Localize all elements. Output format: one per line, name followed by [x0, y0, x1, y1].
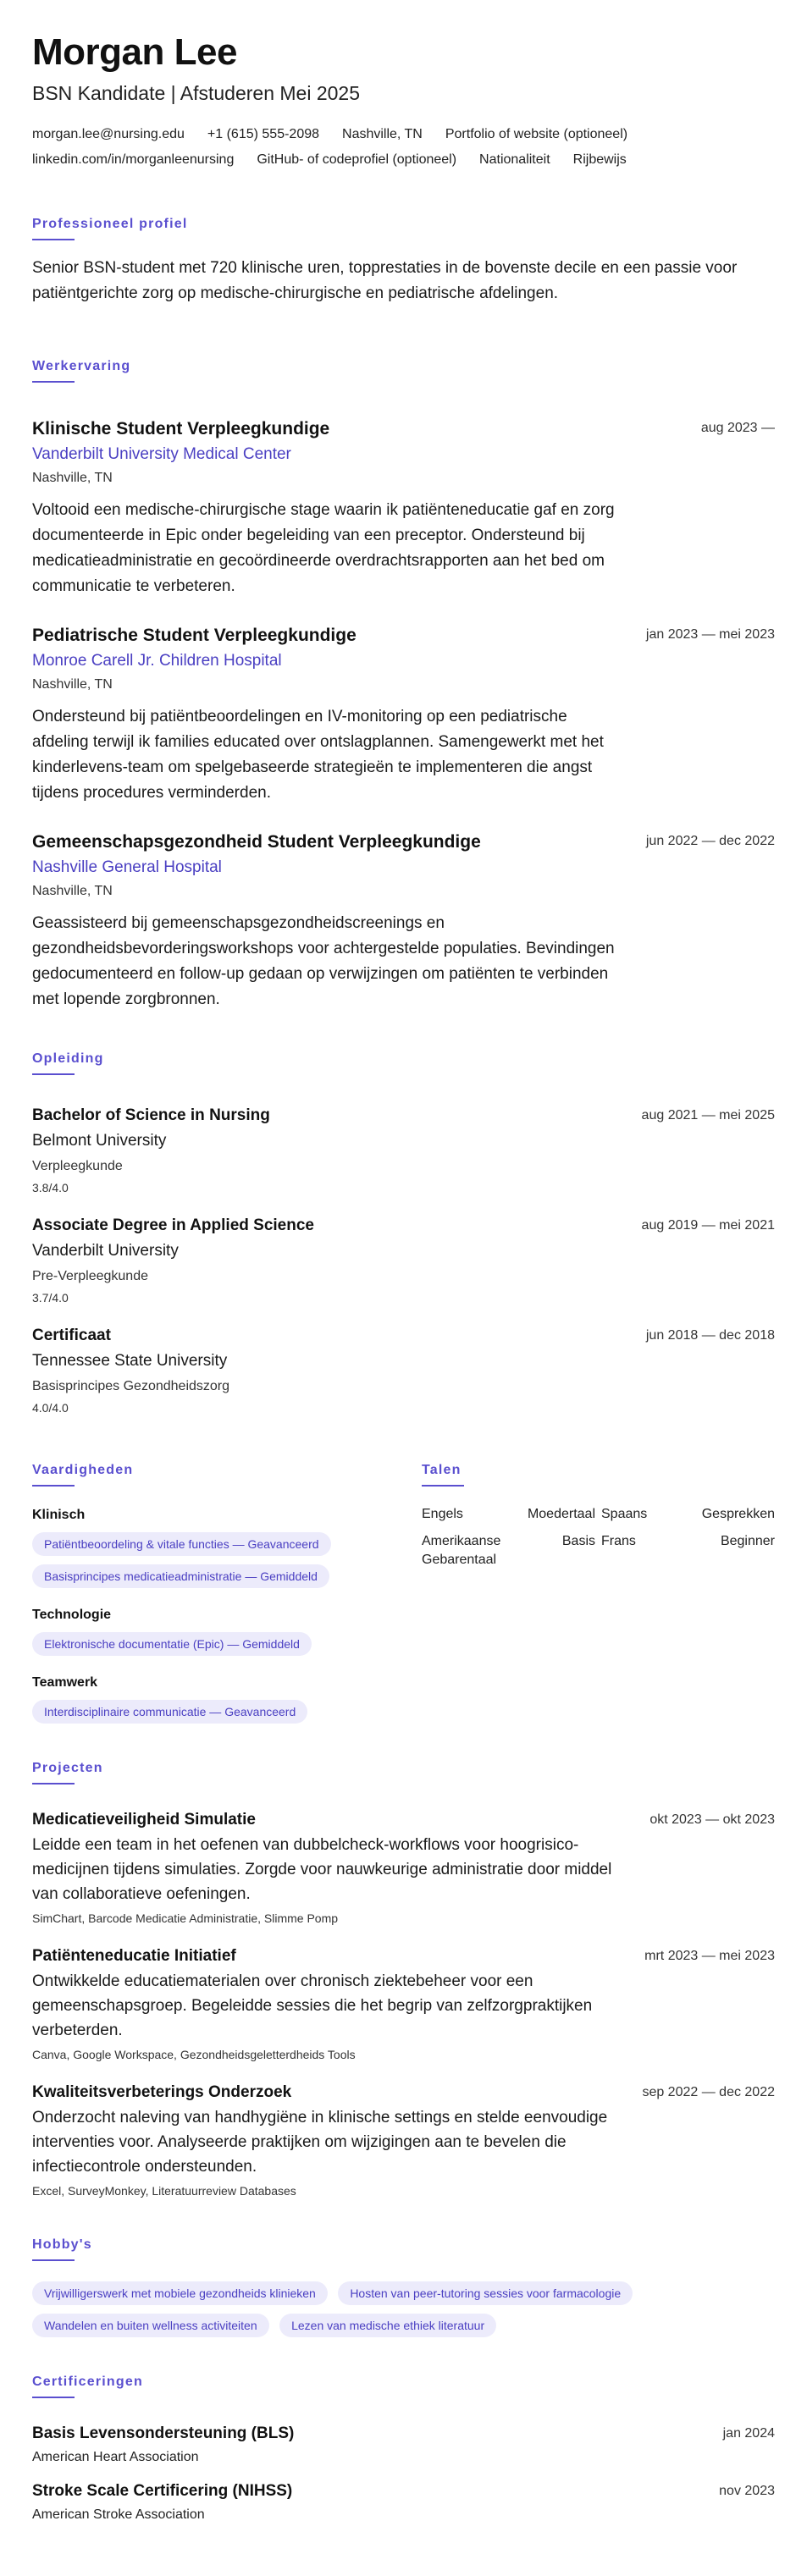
- job-company: Nashville General Hospital: [32, 858, 222, 876]
- skill-chip: Patiëntbeoordeling & vitale functies — Geavanceerd: [32, 1532, 331, 1556]
- hobby-chip-row: [32, 2314, 775, 2337]
- project-description: Onderzocht naleving van handhygiëne in klinische settings en stelde eenvoudige interventies voor. Analyseerde praktijken om wijzigingen aan te bevelen die infectiecontrole ondersteunden.: [32, 2109, 608, 2176]
- candidate-name: Morgan Lee: [32, 31, 237, 73]
- language-level: Basis: [561, 1534, 595, 1548]
- certification-date: nov 2023: [719, 2484, 775, 2498]
- candidate-subtitle: BSN Kandidate | Afstuderen Mei 2025: [32, 82, 361, 104]
- education-date: aug 2019 — mei 2021: [641, 1218, 775, 1233]
- project-tools: SimChart, Barcode Medicatie Administratie, Slimme Pomp: [32, 1911, 339, 1925]
- section-title-languages: Talen: [422, 1463, 462, 1477]
- skill-chip-row: [32, 1700, 422, 1724]
- job-title: Klinische Student Verpleegkundige: [32, 419, 330, 439]
- project-tools: Canva, Google Workspace, Gezondheidsgeletterdheids Tools: [32, 2048, 356, 2061]
- project-entry: [32, 1808, 775, 1928]
- project-title: Medicatieveiligheid Simulatie: [32, 1811, 256, 1829]
- language-row: [422, 1505, 775, 1524]
- education-gpa: 3.8/4.0: [32, 1181, 69, 1194]
- section-title-projects: Projecten: [32, 1761, 103, 1775]
- profile-section: [32, 217, 775, 306]
- job-description: Geassisteerd bij gemeenschapsgezondheidscreenings en gezondheidsbevorderingsworkshops voor achtergestelde populaties. Bevindingen gedocumenteerd en follow-up gedaan op verwijzingen om patiënten te verbinden met lopende zorgbronnen.: [32, 914, 615, 1008]
- project-date: okt 2023 — okt 2023: [649, 1812, 775, 1827]
- section-divider: [32, 1485, 75, 1487]
- job-date: aug 2023 —: [700, 421, 775, 435]
- education-field: Pre-Verpleegkunde: [32, 1269, 148, 1283]
- projects-section: [32, 1761, 775, 2200]
- section-title-hobbies: Hobby's: [32, 2237, 92, 2252]
- project-description: Leidde een team in het oefenen van dubbelcheck-workflows voor hoogrisico-medicijnen tijdens simulaties. Zorgde voor nauwkeurige administratie door middel van collaboratieve oefeningen.: [32, 1836, 612, 1903]
- language-name: Engels: [422, 1507, 463, 1521]
- job-description: Voltooid een medische-chirurgische stage waarin ik patiënteneducatie gaf en zorg documenteerde in Epic onder begeleiding van een preceptor. Ondersteund bij medicatieadministratie en gecoördineerde overdrachtsrapporten aan het bed om communicatie te verbeteren.: [32, 501, 615, 595]
- education-school: Tennessee State University: [32, 1352, 228, 1370]
- language-level: Beginner: [720, 1534, 775, 1548]
- job-entry: [32, 623, 775, 806]
- section-divider: [422, 1485, 464, 1487]
- education-degree: Certificaat: [32, 1327, 111, 1344]
- education-field: Basisprincipes Gezondheidszorg: [32, 1379, 230, 1393]
- hobby-chip: Wandelen en buiten wellness activiteiten: [32, 2314, 269, 2337]
- education-entry: [32, 1214, 775, 1307]
- education-degree: Associate Degree in Applied Science: [32, 1216, 314, 1234]
- job-description: Ondersteund bij patiëntbeoordelingen en IV-monitoring op een pediatrische afdeling terwijl ik families educated over ontslagplannen. Samengewerkt met het kinderlevens-team om spelgebaseerde strategieën te implementeren die angst tijdens procedures verminderden.: [32, 708, 604, 802]
- profile-text: Senior BSN-student met 720 klinische uren, topprestaties in de bovenste decile en een passie voor patiëntgerichte zorg op medische-chirurgische en pediatrische afdelingen.: [32, 259, 738, 302]
- section-divider: [32, 1073, 75, 1075]
- resume-header: [32, 30, 775, 173]
- language-item: [422, 1505, 595, 1524]
- section-divider: [32, 2259, 75, 2261]
- skill-group-title: Teamwerk: [32, 1675, 98, 1690]
- education-degree: Bachelor of Science in Nursing: [32, 1106, 270, 1124]
- hobby-chip: Hosten van peer-tutoring sessies voor farmacologie: [338, 2281, 633, 2305]
- certifications-section: [32, 2375, 775, 2525]
- hobbies-section: [32, 2237, 775, 2337]
- skill-chip: Basisprincipes medicatieadministratie — Gemiddeld: [32, 1564, 329, 1588]
- contact-drivers-license: Rijbewijs: [572, 152, 627, 167]
- hobby-chip: Vrijwilligerswerk met mobiele gezondheids klinieken: [32, 2281, 328, 2305]
- section-title-experience: Werkervaring: [32, 359, 131, 373]
- education-date: jun 2018 — dec 2018: [645, 1328, 775, 1343]
- contact-nationality: Nationaliteit: [479, 152, 550, 167]
- section-title-profile: Professioneel profiel: [32, 217, 188, 231]
- skill-group-title: Technologie: [32, 1608, 112, 1622]
- skill-group-title: Klinisch: [32, 1508, 86, 1522]
- section-title-education: Opleiding: [32, 1051, 104, 1066]
- job-company: Vanderbilt University Medical Center: [32, 445, 291, 463]
- skill-group: [32, 1505, 422, 1588]
- job-entry: [32, 416, 775, 599]
- contact-phone[interactable]: +1 (615) 555-2098: [207, 127, 320, 141]
- project-date: sep 2022 — dec 2022: [642, 2085, 775, 2099]
- education-field: Verpleegkunde: [32, 1159, 123, 1173]
- education-date: aug 2021 — mei 2025: [641, 1108, 775, 1123]
- section-title-certifications: Certificeringen: [32, 2375, 143, 2389]
- section-divider: [32, 381, 75, 383]
- project-entry: [32, 1944, 775, 2064]
- job-title: Pediatrische Student Verpleegkundige: [32, 626, 357, 645]
- certification-title: Basis Levensondersteuning (BLS): [32, 2424, 295, 2442]
- project-date: mrt 2023 — mei 2023: [644, 1949, 775, 1963]
- job-date: jan 2023 — mei 2023: [645, 627, 775, 642]
- education-gpa: 4.0/4.0: [32, 1401, 69, 1415]
- language-level: Moedertaal: [527, 1507, 595, 1521]
- contact-email[interactable]: morgan.lee@nursing.edu: [32, 127, 185, 141]
- language-level: Gesprekken: [701, 1507, 775, 1521]
- contact-linkedin[interactable]: linkedin.com/in/morganleenursing: [32, 152, 235, 167]
- certification-organization: American Heart Association: [32, 2450, 199, 2464]
- project-entry: [32, 2081, 775, 2200]
- job-location: Nashville, TN: [32, 884, 113, 898]
- contact-portfolio[interactable]: Portfolio of website (optioneel): [445, 127, 628, 141]
- education-school: Belmont University: [32, 1132, 167, 1150]
- skill-chip: Interdisciplinaire communicatie — Geavanceerd: [32, 1700, 307, 1724]
- skill-chip-row: [32, 1532, 422, 1556]
- skill-chip-row: [32, 1632, 422, 1656]
- education-school: Vanderbilt University: [32, 1242, 179, 1260]
- section-divider: [32, 2397, 75, 2398]
- languages-section: [422, 1463, 775, 1724]
- language-item: [601, 1532, 775, 1569]
- project-description: Ontwikkelde educatiematerialen over chronisch ziektebeheer voor een gemeenschapsgroep. Begeleidde sessies die het begrip van zelfzorgpraktijken verbeterden.: [32, 1972, 593, 2039]
- section-divider: [32, 239, 75, 240]
- certification-entry: [32, 2422, 775, 2468]
- job-entry: [32, 830, 775, 1012]
- contact-list: [32, 122, 777, 173]
- education-section: [32, 1051, 775, 1417]
- language-name: Amerikaanse Gebarentaal: [422, 1534, 501, 1567]
- language-name: Frans: [601, 1534, 636, 1548]
- hobby-chip-row: [32, 2281, 775, 2305]
- skill-chip: Elektronische documentatie (Epic) — Gemiddeld: [32, 1632, 312, 1656]
- language-item: [601, 1505, 775, 1524]
- section-title-skills: Vaardigheden: [32, 1463, 134, 1477]
- project-tools: Excel, SurveyMonkey, Literatuurreview Databases: [32, 2184, 296, 2198]
- skills-section: [32, 1463, 422, 1724]
- job-title: Gemeenschapsgezondheid Student Verpleegkundige: [32, 832, 481, 852]
- language-item: [422, 1532, 595, 1569]
- education-gpa: 3.7/4.0: [32, 1291, 69, 1305]
- contact-github[interactable]: GitHub- of codeprofiel (optioneel): [257, 152, 457, 167]
- job-location: Nashville, TN: [32, 677, 113, 692]
- certification-organization: American Stroke Association: [32, 2507, 205, 2522]
- project-title: Kwaliteitsverbeterings Onderzoek: [32, 2083, 292, 2101]
- certification-title: Stroke Scale Certificering (NIHSS): [32, 2482, 293, 2500]
- certification-entry: [32, 2479, 775, 2525]
- language-row: [422, 1532, 775, 1569]
- job-date: jun 2022 — dec 2022: [645, 834, 775, 848]
- education-entry: [32, 1324, 775, 1417]
- skill-group: [32, 1605, 422, 1656]
- skill-group: [32, 1673, 422, 1724]
- certification-date: jan 2024: [722, 2426, 775, 2441]
- education-entry: [32, 1104, 775, 1197]
- job-company: Monroe Carell Jr. Children Hospital: [32, 652, 282, 670]
- section-divider: [32, 1783, 75, 1784]
- language-name: Spaans: [601, 1507, 648, 1521]
- skills-languages-row: [32, 1463, 775, 1724]
- project-title: Patiënteneducatie Initiatief: [32, 1947, 236, 1965]
- experience-section: [32, 359, 775, 1012]
- job-location: Nashville, TN: [32, 471, 113, 485]
- contact-location: Nashville, TN: [342, 127, 423, 141]
- hobby-chip: Lezen van medische ethiek literatuur: [279, 2314, 496, 2337]
- skill-chip-row: [32, 1564, 422, 1588]
